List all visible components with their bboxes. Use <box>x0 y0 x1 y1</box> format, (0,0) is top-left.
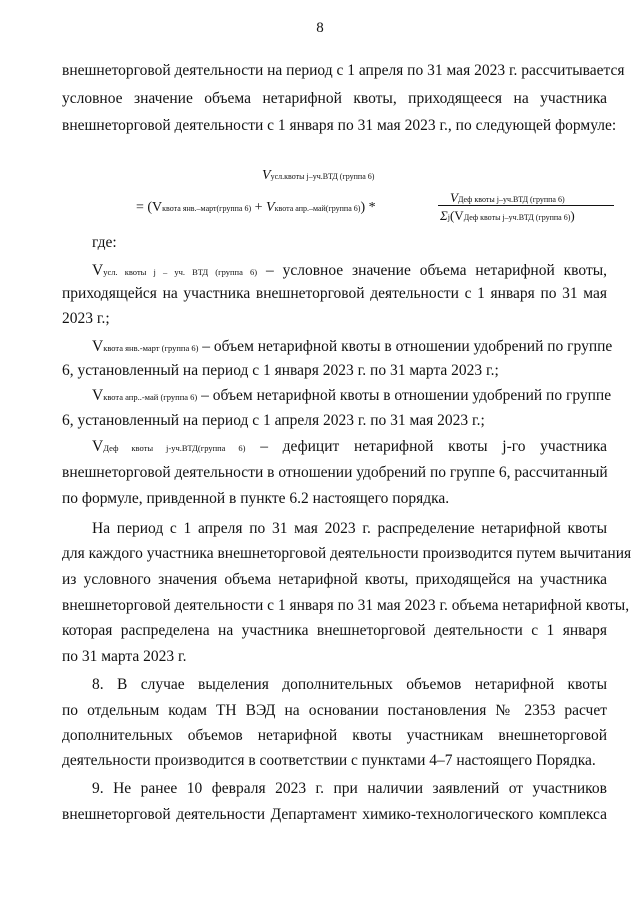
text-line: 8. В случае выделения дополнительных объемов нетарифной квоты <box>92 676 607 693</box>
text-line: условное значение объема нетарифной квоты, приходящееся на участника <box>62 90 607 107</box>
formula-lhs: Vусл.квоты j–уч.ВТД (группа 6) <box>262 168 375 183</box>
where-label: где: <box>92 234 117 251</box>
fraction-bar <box>438 205 614 206</box>
text-line: дополнительных объемов нетарифной квоты участникам внешнеторговой <box>62 727 607 744</box>
text-line: 6, установленный на период с 1 января 2023 г. по 31 марта 2023 г.; <box>62 362 499 379</box>
text-line: которая распределена на участника внешнеторговой деятельности с 1 января <box>62 622 607 639</box>
text-line: Vусл. квоты j – уч. ВТД (группа 6) – условное значение объема нетарифной квоты, <box>92 262 608 279</box>
fraction-denominator: Σj(VДеф квоты j–уч.ВТД (группа 6)) <box>440 208 575 223</box>
text-line: по отдельным кодам ТН ВЭД на основании постановления № 2353 расчет <box>62 702 607 719</box>
text-line: внешнеторговой деятельности на период с 1 апреля по 31 мая 2023 г. рассчитывается <box>62 62 625 79</box>
text-line: 6, установленный на период с 1 апреля 2023 г. по 31 мая 2023 г.; <box>62 412 485 429</box>
text-line: VДеф квоты j-уч.ВТД(группа 6) – дефицит нетарифной квоты j-го участника <box>92 438 608 455</box>
text-line: внешнеторговой деятельности с 1 января по 31 мая 2023 г., по следующей формуле: <box>62 117 617 134</box>
text-line: по формуле, привденной в пункте 6.2 настоящего порядка. <box>62 490 450 507</box>
text-line: приходящейся на участника внешнеторговой деятельности с 1 января по 31 мая <box>62 285 607 302</box>
text-line: Vквота янв.-март (группа 6) – объем нетарифной квоты в отношении удобрений по группе <box>92 338 613 355</box>
text-line: Vквота апр..-май (группа 6) – объем нетарифной квоты в отношении удобрений по группе <box>92 387 612 404</box>
text-line: внешнеторговой деятельности в отношении удобрений по группе 6, рассчитанный <box>62 464 608 481</box>
text-line: 2023 г.; <box>62 310 110 327</box>
text-line: 9. Не ранее 10 февраля 2023 г. при наличии заявлений от участников <box>92 780 607 797</box>
formula-rhs: = (Vквота янв.–март(группа 6) + Vквота апр.–май(группа 6)) * <box>136 200 376 215</box>
fraction-numerator: VДеф квоты j–уч.ВТД (группа 6) <box>450 190 565 205</box>
text-line: по 31 марта 2023 г. <box>62 648 187 665</box>
text-line: для каждого участника внешнеторговой деятельности производится путем вычитания <box>62 545 632 562</box>
text-line: На период с 1 апреля по 31 мая 2023 г. распределение нетарифной квоты <box>92 520 607 537</box>
text-line: внешнеторговой деятельности Департамент химико-технологического комплекса <box>62 806 607 823</box>
page-number: 8 <box>316 20 324 36</box>
text-line: из условного значения объема нетарифной квоты, приходящейся на участника <box>62 571 607 588</box>
text-line: деятельности производится в соответствии с пунктами 4–7 настоящего Порядка. <box>62 752 596 769</box>
text-line: внешнеторговой деятельности с 1 января по 31 мая 2023 г. объема нетарифной квоты, <box>62 597 630 614</box>
